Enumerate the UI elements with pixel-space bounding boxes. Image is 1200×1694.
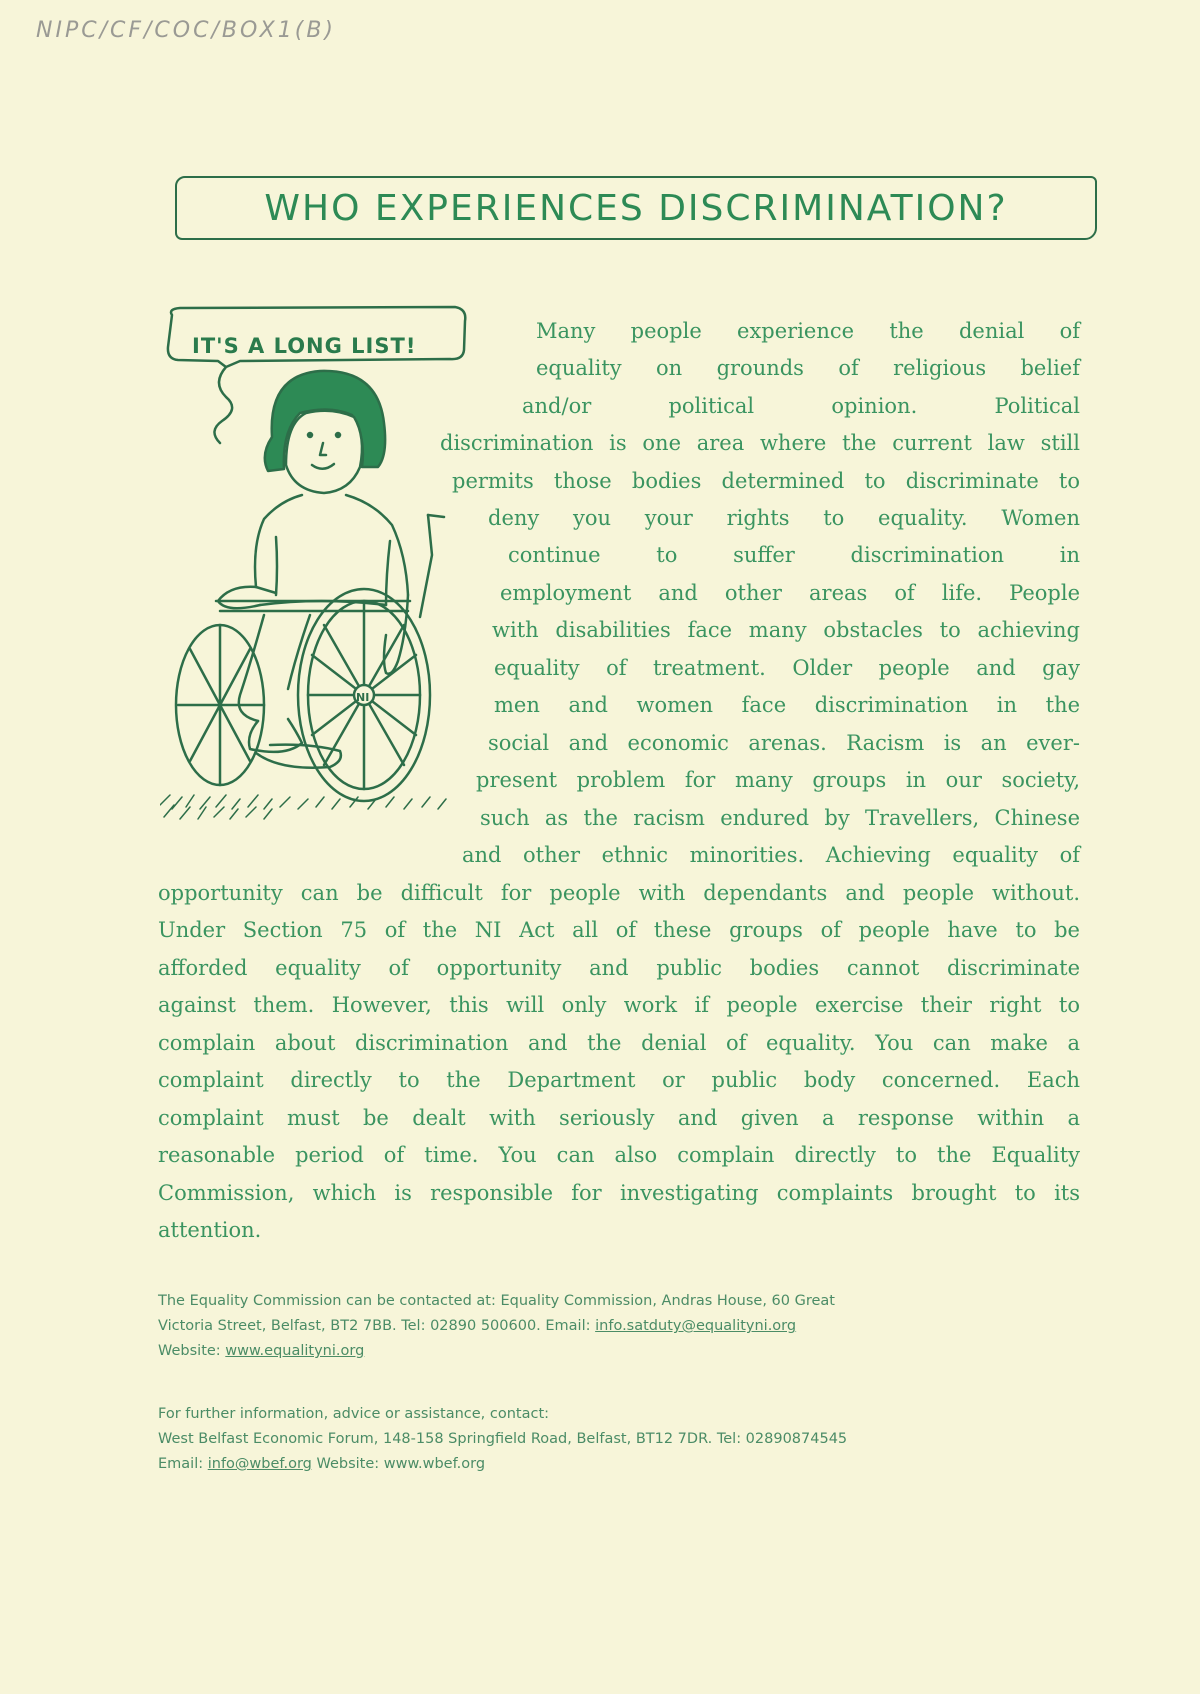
text-line: Under Section 75 of the NI Act all of these groups of people have to be (158, 918, 1080, 942)
text-line: complain about discrimination and the denial of equality. You can make a (158, 1031, 1080, 1055)
equality-email-link[interactable]: info.satduty@equalityni.org (595, 1318, 797, 1334)
page-title: WHO EXPERIENCES DISCRIMINATION? (264, 187, 1008, 229)
contact-line: Victoria Street, Belfast, BT2 7BB. Tel: 02890 500600. Email: info.satduty@equalityni.org (158, 1318, 797, 1334)
text-line: employment and other areas of life. People (500, 581, 1080, 605)
text-line: deny you your rights to equality. Women (488, 506, 1080, 530)
wbef-website-link[interactable]: www.wbef.org (383, 1456, 486, 1472)
wheel-label: NI (356, 691, 370, 704)
text-line: complaint must be dealt with seriously and given a response within a (158, 1106, 1080, 1130)
text-line: men and women face discrimination in the (494, 693, 1080, 717)
text-line: and/or political opinion. Political (522, 394, 1080, 418)
text-line: reasonable period of time. You can also complain directly to the Equality (158, 1143, 1080, 1167)
archive-reference: NIPC/CF/COC/BOX1(B) (36, 18, 337, 43)
text-line: continue to suffer discrimination in (508, 543, 1080, 567)
contact-line: For further information, advice or assistance, contact: (158, 1406, 550, 1422)
text-line: attention. (158, 1218, 262, 1242)
text-line: equality of treatment. Older people and gay (494, 656, 1080, 680)
text-line: afforded equality of opportunity and public bodies cannot discriminate (158, 956, 1080, 980)
text-line: Many people experience the denial of (536, 319, 1080, 343)
text-line: social and economic arenas. Racism is an ever- (488, 731, 1080, 755)
contact-line: Email: info@wbef.org Website: www.wbef.org (158, 1456, 486, 1472)
title-box (175, 176, 1097, 240)
contact-line: West Belfast Economic Forum, 148-158 Springfield Road, Belfast, BT12 7DR. Tel: 02890874545 (158, 1431, 848, 1447)
text-line: present problem for many groups in our society, (476, 768, 1080, 792)
text-line: with disabilities face many obstacles to achieving (492, 618, 1080, 642)
text-line: equality on grounds of religious belief (536, 356, 1080, 380)
contact-line: The Equality Commission can be contacted at: Equality Commission, Andras House, 60 Great (158, 1293, 835, 1309)
text-line: opportunity can be difficult for people with dependants and people without. (158, 881, 1080, 905)
equality-commission-contact (158, 1289, 1080, 1364)
equality-website-link[interactable]: www.equalityni.org (225, 1343, 365, 1359)
text-line: and other ethnic minorities. Achieving equality of (462, 843, 1080, 867)
contact-line: Website: www.equalityni.org (158, 1343, 365, 1359)
text-line: discrimination is one area where the current law still (440, 431, 1080, 455)
wbef-contact (158, 1402, 1080, 1477)
text-line: such as the racism endured by Travellers, Chinese (480, 806, 1080, 830)
text-line: against them. However, this will only work if people exercise their right to (158, 993, 1080, 1017)
text-line: Commission, which is responsible for investigating complaints brought to its (158, 1181, 1080, 1205)
text-line: permits those bodies determined to discriminate to (452, 469, 1080, 493)
speech-bubble-text: IT'S A LONG LIST! (192, 334, 417, 358)
wheelchair-user-illustration (160, 305, 490, 845)
wbef-email-link[interactable]: info@wbef.org (207, 1456, 312, 1472)
text-line: complaint directly to the Department or public body concerned. Each (158, 1068, 1080, 1092)
